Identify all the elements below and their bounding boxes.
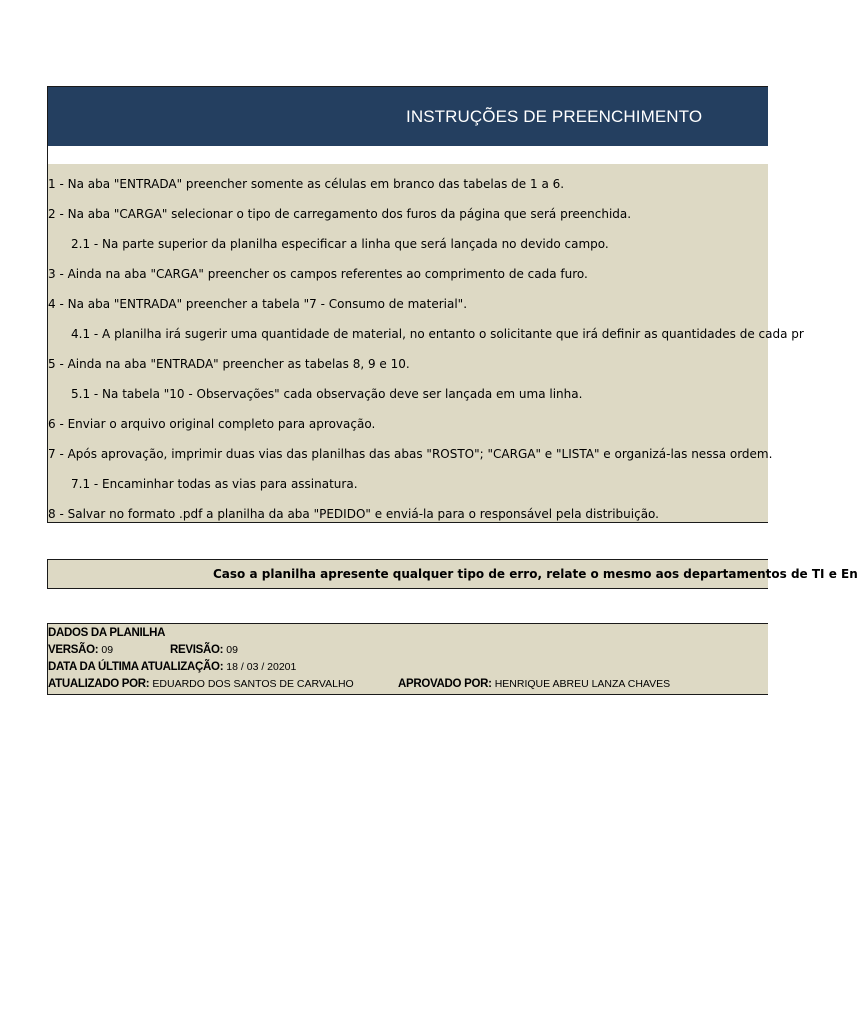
instructions-panel	[47, 164, 804, 523]
revision-row	[170, 644, 238, 657]
instruction-7-1: 7.1 - Encaminhar todas as vias para assinatura.	[71, 477, 358, 491]
updated-by-value: EDUARDO DOS SANTOS DE CARVALHO	[152, 678, 354, 690]
sheet-data-heading-label: DADOS DA PLANILHA	[48, 627, 166, 639]
error-notice-text: Caso a planilha apresente qualquer tipo de erro, relate o mesmo aos departamentos de TI e En	[213, 567, 858, 581]
instruction-2: 2 - Na aba "CARGA" selecionar o tipo de carregamento dos furos da página que será preenchida.	[48, 207, 632, 221]
approved-by-row	[398, 678, 670, 691]
instruction-3: 3 - Ainda na aba "CARGA" preencher os campos referentes ao comprimento de cada furo.	[48, 267, 588, 281]
sheet-data-panel	[47, 623, 768, 695]
sheet-data-heading	[48, 627, 165, 640]
last-update-label: DATA DA ÚLTIMA ATUALIZAÇÃO:	[48, 661, 224, 673]
approved-by-value: HENRIQUE ABREU LANZA CHAVES	[494, 678, 671, 690]
updated-by-label: ATUALIZADO POR:	[48, 678, 150, 690]
error-notice-panel	[47, 559, 858, 589]
instructions-header	[47, 86, 768, 146]
page-title: INSTRUÇÕES DE PREENCHIMENTO	[406, 107, 703, 126]
instruction-6: 6 - Enviar o arquivo original completo para aprovação.	[48, 417, 376, 431]
instruction-4: 4 - Na aba "ENTRADA" preencher a tabela "7 - Consumo de material".	[48, 297, 468, 311]
version-label: VERSÃO:	[48, 644, 99, 656]
last-update-value: 18 / 03 / 20201	[226, 661, 297, 673]
header-spacer	[47, 146, 768, 164]
version-value: 09	[101, 644, 114, 656]
instruction-1: 1 - Na aba "ENTRADA" preencher somente as células em branco das tabelas de 1 a 6.	[48, 177, 565, 191]
instruction-7: 7 - Após aprovação, imprimir duas vias das planilhas das abas "ROSTO"; "CARGA" e "LISTA" e organizá-las nessa ordem.	[48, 447, 773, 461]
instruction-5-1: 5.1 - Na tabela "10 - Observações" cada observação deve ser lançada em uma linha.	[71, 387, 583, 401]
revision-value: 09	[226, 644, 238, 656]
instruction-8: 8 - Salvar no formato .pdf a planilha da aba "PEDIDO" e enviá-la para o responsável pela distribuição.	[48, 507, 659, 521]
instruction-5: 5 - Ainda na aba "ENTRADA" preencher as tabelas 8, 9 e 10.	[48, 357, 410, 371]
updated-by-row	[48, 678, 354, 691]
instruction-2-1: 2.1 - Na parte superior da planilha especificar a linha que será lançada no devido campo.	[71, 237, 609, 251]
revision-label: REVISÃO:	[170, 644, 224, 656]
approved-by-label: APROVADO POR:	[398, 678, 492, 690]
version-row	[48, 644, 113, 657]
last-update-row	[48, 661, 296, 674]
instruction-4-1: 4.1 - A planilha irá sugerir uma quantidade de material, no entanto o solicitante que irá definir as quantidades de cada pr	[71, 327, 804, 341]
